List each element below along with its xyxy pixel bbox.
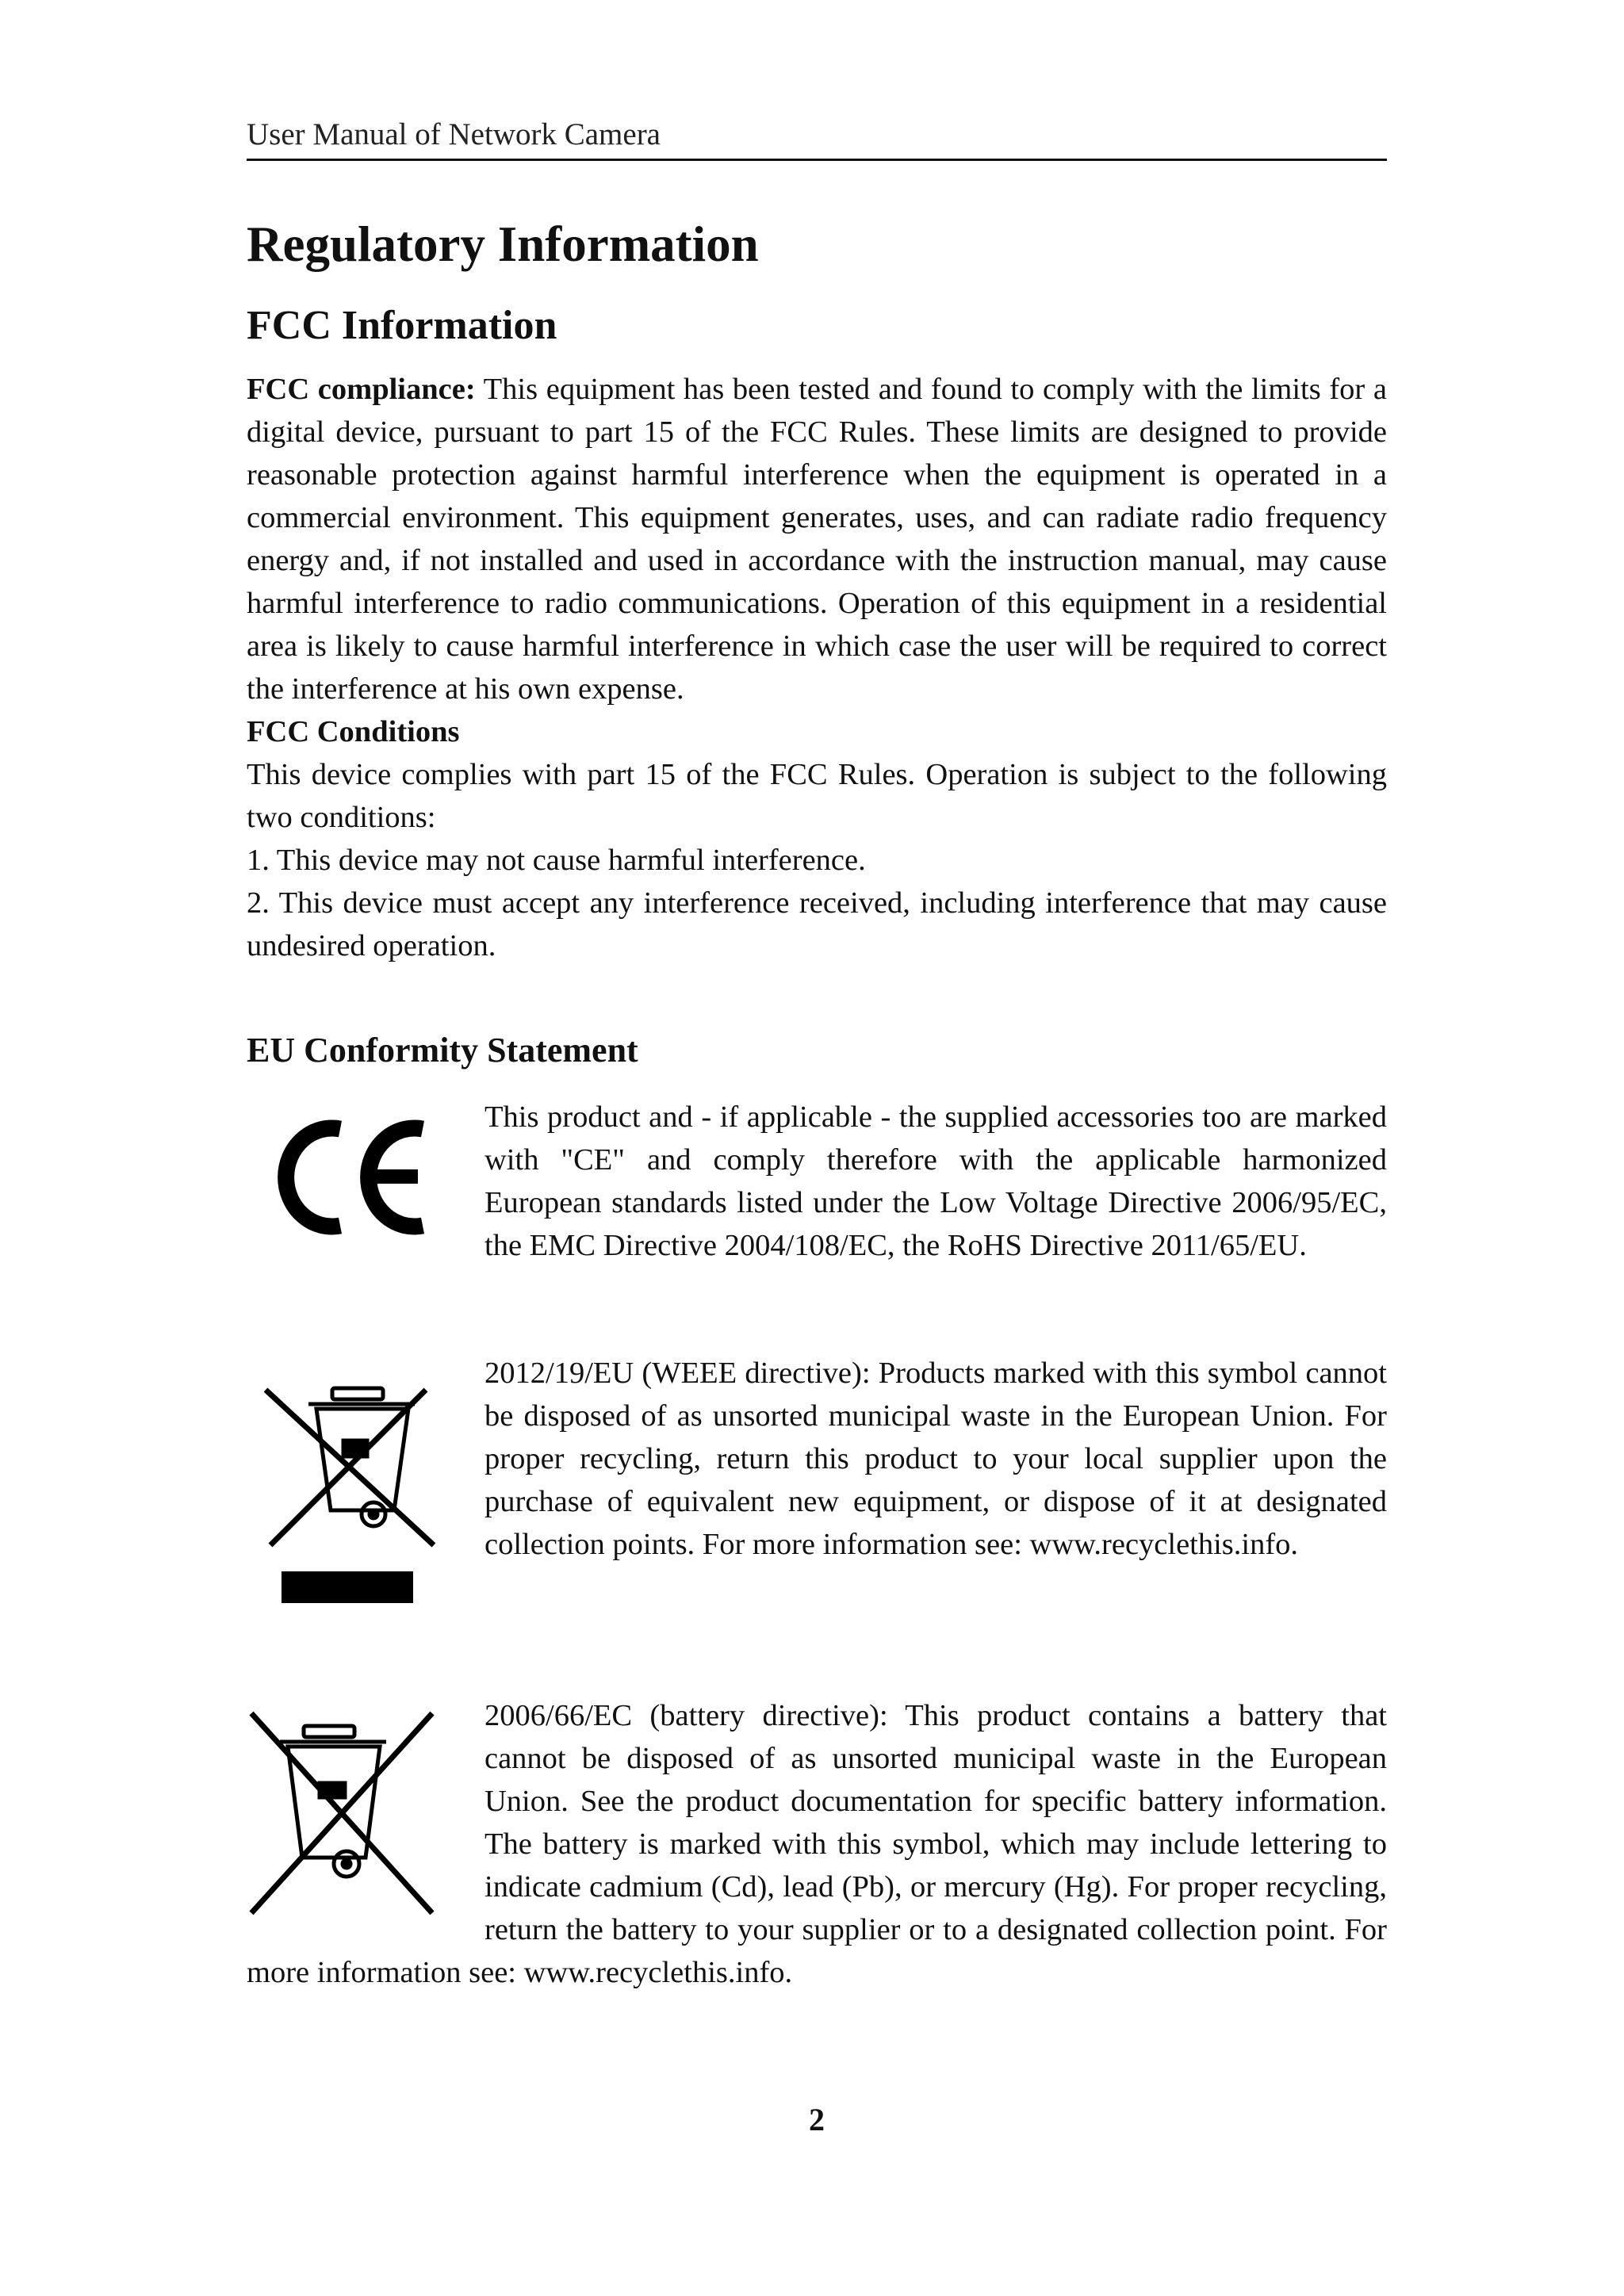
fcc-condition-2: 2. This device must accept any interference received, including interference that may cause undesired operation. (247, 886, 1387, 962)
running-header: User Manual of Network Camera (247, 114, 1387, 161)
ce-mark-icon (247, 1096, 485, 1267)
eu-heading: EU Conformity Statement (247, 1031, 638, 1070)
fcc-compliance-label: FCC compliance: (247, 373, 476, 406)
battery-bin-icon (247, 1694, 485, 1924)
fcc-section (247, 368, 1387, 967)
battery-statement (247, 1694, 1387, 1994)
weee-statement (247, 1352, 1387, 1613)
fcc-compliance-text: This equipment has been tested and found to comply with the limits for a digital device, pursuant to part 15 of the FCC Rules. These limits are designed to provide reasonable protection against harmful interference when the equipment is operated in a commercial environment. This equipment generates, uses, and can radiate radio frequency energy and, if not installed and used in accordance with the instruction manual, may cause harmful interference to radio communications. Operation of this equipment in a residential area is likely to cause harmful interference in which case the user will be required to correct the interference at his own expense. (247, 373, 1387, 706)
page-title: Regulatory Information (247, 216, 759, 272)
ce-statement (247, 1096, 1387, 1267)
ce-paragraph: This product and - if applicable - the supplied accessories too are marked with "CE" and comply therefore with the applicable harmonized European standards listed under the Low Voltage Directive 2006/95/EC, the EMC Directive 2004/108/EC, the RoHS Directive 2011/65/EU. (485, 1100, 1387, 1262)
battery-paragraph: 2006/66/EC (battery directive): This product contains a battery that cannot be disposed of as unsorted municipal waste in the European Union. See the product documentation for specific battery information. The battery is marked with this symbol, which may include lettering to indicate cadmium (Cd), lead (Pb), or mercury (Hg). For proper recycling, return the battery to your supplier or to a designated collection point. For more information see: www.recyclethis.info. (247, 1699, 1387, 1989)
fcc-conditions-intro: This device complies with part 15 of the FCC Rules. Operation is subject to the following two conditions: (247, 758, 1387, 834)
fcc-compliance-paragraph (247, 368, 1387, 710)
manual-page (247, 0, 1387, 2296)
page-number: 2 (809, 2102, 825, 2137)
fcc-condition-1: 1. This device may not cause harmful interference. (247, 844, 866, 877)
fcc-conditions-heading: FCC Conditions (247, 715, 460, 748)
weee-paragraph: 2012/19/EU (WEEE directive): Products marked with this symbol cannot be disposed of as unsorted municipal waste in the European Union. For proper recycling, return this product to your local supplier upon the purchase of equivalent new equipment, or dispose of it at designated collection points. For more information see: www.recyclethis.info. (485, 1357, 1387, 1561)
fcc-heading: FCC Information (247, 303, 557, 348)
weee-bin-icon (247, 1352, 485, 1613)
